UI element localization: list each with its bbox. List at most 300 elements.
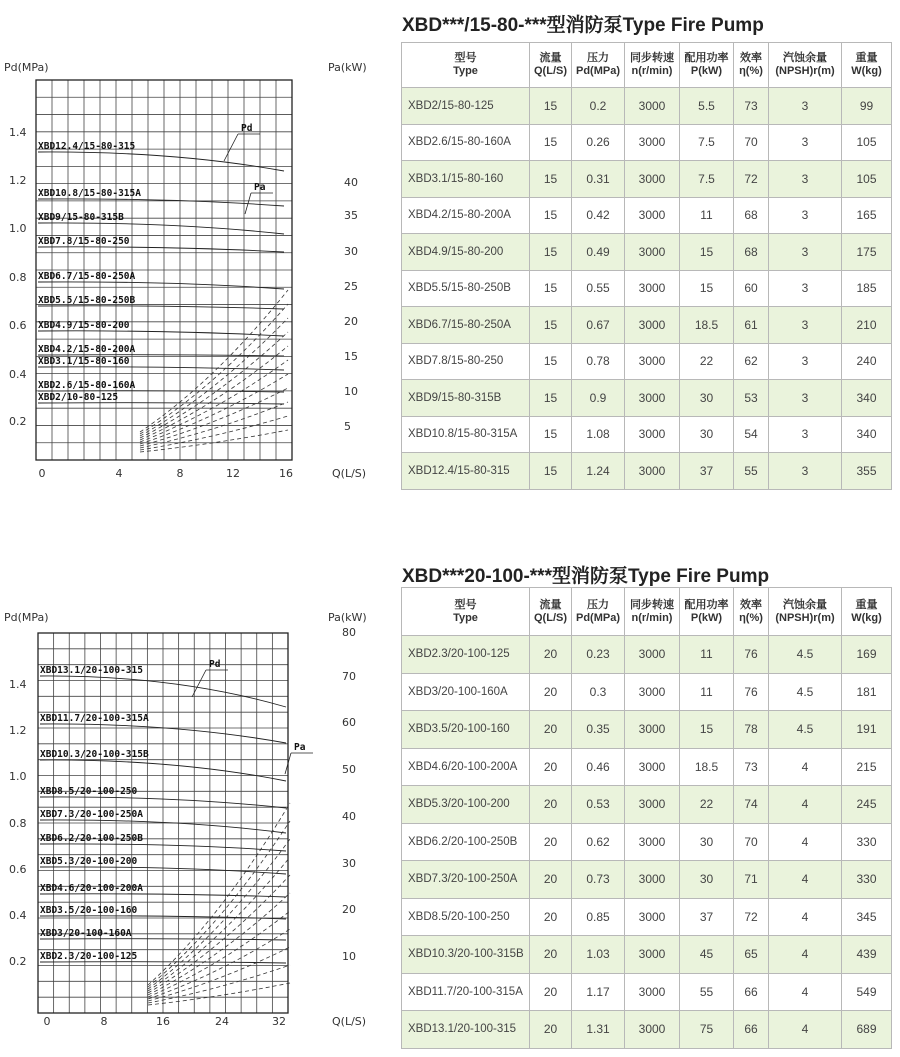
y-tick-label: 1.4: [9, 126, 27, 139]
curve-label: XBD10.3/20-100-315B: [40, 749, 149, 760]
table-row: [402, 307, 892, 344]
table-cell: 68: [734, 234, 769, 271]
table-cell: XBD2.6/15-80-160A: [402, 124, 530, 161]
curve-label: XBD3.5/20-100-160: [40, 905, 138, 916]
table-cell: 53: [734, 380, 769, 417]
pd-curve: [38, 331, 284, 336]
y-tick-label: 0.4: [9, 368, 27, 381]
pd-tag-label: Pd: [241, 123, 253, 134]
table-cell: XBD2/15-80-125: [402, 88, 530, 125]
table-cell: XBD4.6/20-100-200A: [402, 748, 530, 786]
x-tick-label: 24: [215, 1015, 229, 1028]
curve-label: XBD2/10-80-125: [38, 392, 119, 403]
table-cell: 15: [530, 88, 572, 125]
table-cell: 22: [680, 343, 734, 380]
table-row: [402, 823, 892, 861]
table-cell: 68: [734, 197, 769, 234]
table-cell: 181: [842, 673, 892, 711]
table-cell: 73: [734, 88, 769, 125]
table-cell: 30: [680, 861, 734, 899]
y-tick-label: 1.4: [9, 678, 27, 691]
table-cell: 99: [842, 88, 892, 125]
table-cell: 3: [769, 380, 842, 417]
table-cell: 191: [842, 711, 892, 749]
y-tick-label: 0.2: [9, 955, 27, 968]
curve-label: XBD8.5/20-100-250: [40, 786, 138, 797]
spec-table-20-100: [401, 587, 892, 1049]
y-tick-label: 1.0: [9, 770, 27, 783]
table-cell: 20: [530, 973, 572, 1011]
pd-curve: [38, 306, 284, 309]
table-cell: 0.42: [572, 197, 625, 234]
table-cell: 3000: [625, 124, 680, 161]
table-cell: 70: [734, 823, 769, 861]
table-cell: 5.5: [680, 88, 734, 125]
table-cell: 4: [769, 936, 842, 974]
table-cell: 330: [842, 861, 892, 899]
y2-tick-label: 40: [342, 810, 356, 823]
table-cell: XBD6.2/20-100-250B: [402, 823, 530, 861]
column-header: 压力 Pd(MPa): [572, 43, 625, 88]
table-cell: 3000: [625, 197, 680, 234]
table-cell: 76: [734, 636, 769, 674]
pd-curve: [38, 282, 284, 289]
table-cell: 0.2: [572, 88, 625, 125]
table-cell: 3000: [625, 88, 680, 125]
table-cell: 3: [769, 307, 842, 344]
pa-tag-label: Pa: [294, 742, 306, 753]
pd-tag: [224, 123, 260, 161]
table-cell: 7.5: [680, 161, 734, 198]
table-row: [402, 711, 892, 749]
pd-curve: [38, 247, 284, 252]
table-cell: 4: [769, 823, 842, 861]
table-cell: 0.3: [572, 673, 625, 711]
table-cell: 0.55: [572, 270, 625, 307]
table-cell: 20: [530, 898, 572, 936]
table-cell: XBD3/20-100-160A: [402, 673, 530, 711]
table-cell: 0.23: [572, 636, 625, 674]
chart-20-100: [0, 605, 380, 1055]
table-cell: 20: [530, 936, 572, 974]
table-row: [402, 636, 892, 674]
table-cell: XBD2.3/20-100-125: [402, 636, 530, 674]
y2-tick-label: 15: [344, 350, 358, 363]
curve-label: XBD5.3/20-100-200: [40, 856, 138, 867]
table-row: [402, 861, 892, 899]
table-cell: 0.49: [572, 234, 625, 271]
chart-15-80: [0, 50, 380, 540]
y2-tick-label: 80: [342, 626, 356, 639]
table-cell: 1.03: [572, 936, 625, 974]
column-header: 重量 W(kg): [842, 588, 892, 636]
table-cell: 3000: [625, 711, 680, 749]
table-cell: 3000: [625, 673, 680, 711]
table-cell: 3000: [625, 161, 680, 198]
column-header: 型号 Type: [402, 588, 530, 636]
table-cell: 11: [680, 636, 734, 674]
table-cell: 3000: [625, 973, 680, 1011]
table-cell: 4: [769, 1011, 842, 1049]
table-cell: 20: [530, 748, 572, 786]
table-cell: 0.46: [572, 748, 625, 786]
table-cell: 0.67: [572, 307, 625, 344]
table-cell: 3000: [625, 343, 680, 380]
y-tick-label: 1.0: [9, 222, 27, 235]
curve-label: XBD4.2/15-80-200A: [38, 344, 136, 355]
y2-tick-label: 30: [342, 857, 356, 870]
curve-label: XBD3/20-100-160A: [40, 928, 132, 939]
curve-label: XBD2.6/15-80-160A: [38, 380, 136, 391]
table-cell: 15: [530, 343, 572, 380]
table-cell: 15: [530, 234, 572, 271]
pd-curve: [38, 223, 284, 234]
table-cell: 75: [680, 1011, 734, 1049]
table-row: [402, 1011, 892, 1049]
table-cell: 3000: [625, 861, 680, 899]
table-cell: 3000: [625, 270, 680, 307]
table-cell: 3: [769, 124, 842, 161]
table-cell: 30: [680, 823, 734, 861]
table-cell: 330: [842, 823, 892, 861]
x-tick-label: 0: [43, 1015, 51, 1028]
table-cell: 0.31: [572, 161, 625, 198]
pd-curve: [38, 199, 284, 206]
table-row: [402, 973, 892, 1011]
table-cell: 4.5: [769, 636, 842, 674]
table-cell: 15: [530, 307, 572, 344]
table-cell: 3: [769, 197, 842, 234]
table-cell: 30: [680, 416, 734, 453]
table-cell: 45: [680, 936, 734, 974]
table-cell: 7.5: [680, 124, 734, 161]
y2-tick-label: 10: [344, 385, 358, 398]
y2-tick-label: 20: [342, 903, 356, 916]
table-cell: 3000: [625, 898, 680, 936]
table-cell: 340: [842, 380, 892, 417]
table-cell: 70: [734, 124, 769, 161]
table-cell: 4: [769, 861, 842, 899]
table-row: [402, 88, 892, 125]
pd-curve: [38, 152, 284, 171]
table-cell: 11: [680, 673, 734, 711]
table-cell: XBD5.3/20-100-200: [402, 786, 530, 824]
y2-tick-label: 20: [344, 315, 358, 328]
column-header: 重量 W(kg): [842, 43, 892, 88]
y-tick-label: 0.6: [9, 863, 27, 876]
pa-tag: [285, 742, 313, 774]
table-cell: XBD5.5/15-80-250B: [402, 270, 530, 307]
table-cell: 18.5: [680, 748, 734, 786]
table-header-row: [402, 43, 892, 88]
table-cell: 61: [734, 307, 769, 344]
table-cell: 3: [769, 270, 842, 307]
table-cell: 71: [734, 861, 769, 899]
curve-label: XBD13.1/20-100-315: [40, 665, 143, 676]
pa-curves: [148, 803, 290, 1005]
table-cell: 18.5: [680, 307, 734, 344]
table-cell: 20: [530, 711, 572, 749]
pa-curve: [140, 430, 288, 452]
curve-label: XBD11.7/20-100-315A: [40, 713, 149, 724]
table-cell: 3: [769, 234, 842, 271]
table-cell: 1.08: [572, 416, 625, 453]
pa-curve: [140, 290, 288, 432]
table-cell: 20: [530, 636, 572, 674]
column-header: 同步转速 n(r/min): [625, 43, 680, 88]
pa-curve: [140, 402, 288, 448]
table-cell: 0.9: [572, 380, 625, 417]
y-tick-label: 0.6: [9, 319, 27, 332]
table-cell: 185: [842, 270, 892, 307]
table-cell: 3000: [625, 786, 680, 824]
y-tick-label: 0.4: [9, 909, 27, 922]
table-cell: 20: [530, 861, 572, 899]
table-cell: 165: [842, 197, 892, 234]
table-row: [402, 453, 892, 490]
table-cell: 15: [680, 234, 734, 271]
table-cell: XBD11.7/20-100-315A: [402, 973, 530, 1011]
column-header: 汽蚀余量 (NPSH)r(m): [769, 588, 842, 636]
table-row: [402, 343, 892, 380]
table-cell: 3000: [625, 936, 680, 974]
table-cell: 3: [769, 453, 842, 490]
column-header: 流量 Q(L/S): [530, 43, 572, 88]
table-cell: 15: [680, 711, 734, 749]
table-cell: XBD7.3/20-100-250A: [402, 861, 530, 899]
table-cell: 20: [530, 786, 572, 824]
table-cell: 3: [769, 88, 842, 125]
table-cell: 1.31: [572, 1011, 625, 1049]
curve-label: XBD3.1/15-80-160: [38, 356, 130, 367]
pa-curve: [148, 893, 290, 995]
x-tick-label: 16: [156, 1015, 170, 1028]
table-cell: 37: [680, 898, 734, 936]
table-cell: 105: [842, 161, 892, 198]
table-row: [402, 936, 892, 974]
table-cell: XBD12.4/15-80-315: [402, 453, 530, 490]
table-cell: 74: [734, 786, 769, 824]
y2-tick-label: 35: [344, 209, 358, 222]
y-tick-label: 0.8: [9, 817, 27, 830]
table-cell: 22: [680, 786, 734, 824]
table-cell: 11: [680, 197, 734, 234]
table-cell: 175: [842, 234, 892, 271]
table-row: [402, 748, 892, 786]
table-cell: 73: [734, 748, 769, 786]
table-cell: 60: [734, 270, 769, 307]
table-row: [402, 673, 892, 711]
table-cell: XBD4.9/15-80-200: [402, 234, 530, 271]
table-cell: 1.17: [572, 973, 625, 1011]
table-cell: 62: [734, 343, 769, 380]
y2-tick-label: 5: [344, 420, 351, 433]
y-tick-label: 1.2: [9, 724, 27, 737]
x-tick-label: 0: [38, 467, 46, 480]
table-cell: 4.5: [769, 673, 842, 711]
column-header: 型号 Type: [402, 43, 530, 88]
curve-label: XBD5.5/15-80-250B: [38, 295, 136, 306]
column-header: 配用功率 P(kW): [680, 43, 734, 88]
table-row: [402, 380, 892, 417]
y2-tick-label: 70: [342, 670, 356, 683]
x-tick-label: 16: [279, 467, 293, 480]
table-cell: 4: [769, 748, 842, 786]
table-cell: 0.78: [572, 343, 625, 380]
curve-label: XBD6.2/20-100-250B: [40, 833, 143, 844]
pa-curve: [140, 388, 288, 446]
spec-table-15-80: [401, 42, 892, 490]
y-axis-label: Pd(MPa): [4, 61, 49, 74]
table-cell: 15: [530, 124, 572, 161]
column-header: 流量 Q(L/S): [530, 588, 572, 636]
section1-title: XBD***/15-80-***型消防泵Type Fire Pump: [402, 15, 764, 36]
table-cell: 0.35: [572, 711, 625, 749]
table-cell: 340: [842, 416, 892, 453]
table-cell: XBD6.7/15-80-250A: [402, 307, 530, 344]
table-cell: 439: [842, 936, 892, 974]
y-tick-label: 0.8: [9, 271, 27, 284]
table-cell: 0.53: [572, 786, 625, 824]
table-row: [402, 161, 892, 198]
x-axis-label: Q(L/S): [332, 467, 367, 480]
table-cell: XBD7.8/15-80-250: [402, 343, 530, 380]
table-cell: 15: [530, 270, 572, 307]
pa-tag-label: Pa: [254, 182, 266, 193]
y-axis-label: Pd(MPa): [4, 611, 49, 624]
table-cell: 549: [842, 973, 892, 1011]
table-cell: 20: [530, 1011, 572, 1049]
column-header: 压力 Pd(MPa): [572, 588, 625, 636]
pd-leader: [224, 134, 238, 161]
table-cell: 15: [530, 161, 572, 198]
y2-axis-label: Pa(kW): [328, 61, 367, 74]
table-cell: 30: [680, 380, 734, 417]
table-cell: 4: [769, 786, 842, 824]
pa-curve: [148, 983, 290, 1005]
table-cell: 78: [734, 711, 769, 749]
table-cell: 72: [734, 161, 769, 198]
x-tick-label: 12: [226, 467, 240, 480]
table-row: [402, 898, 892, 936]
column-header: 效率 η(%): [734, 43, 769, 88]
table-cell: 0.73: [572, 861, 625, 899]
table-cell: 15: [530, 197, 572, 234]
table-row: [402, 270, 892, 307]
table-cell: 4: [769, 898, 842, 936]
table-row: [402, 197, 892, 234]
curve-label: XBD7.8/15-80-250: [38, 236, 130, 247]
table-cell: XBD9/15-80-315B: [402, 380, 530, 417]
table-cell: 345: [842, 898, 892, 936]
curve-label: XBD6.7/15-80-250A: [38, 271, 136, 282]
table-cell: 20: [530, 673, 572, 711]
table-cell: 169: [842, 636, 892, 674]
table-cell: 54: [734, 416, 769, 453]
x-tick-label: 8: [176, 467, 184, 480]
table-cell: 1.24: [572, 453, 625, 490]
table-cell: 15: [530, 380, 572, 417]
table-cell: 689: [842, 1011, 892, 1049]
curve-label: XBD12.4/15-80-315: [38, 141, 136, 152]
table-cell: 3000: [625, 234, 680, 271]
table-cell: XBD10.3/20-100-315B: [402, 936, 530, 974]
x-tick-label: 4: [115, 467, 123, 480]
column-header: 配用功率 P(kW): [680, 588, 734, 636]
y2-tick-label: 40: [344, 176, 358, 189]
y2-tick-label: 50: [342, 763, 356, 776]
table-cell: 20: [530, 823, 572, 861]
table-cell: 3: [769, 343, 842, 380]
table-cell: 3: [769, 161, 842, 198]
section2-title: XBD***20-100-***型消防泵Type Fire Pump: [402, 566, 770, 587]
table-cell: XBD3.1/15-80-160: [402, 161, 530, 198]
curve-label: XBD10.8/15-80-315A: [38, 188, 141, 199]
pa-curve: [148, 857, 290, 991]
pa-curves: [140, 290, 288, 452]
table-cell: 66: [734, 973, 769, 1011]
table-cell: 55: [734, 453, 769, 490]
table-cell: 3000: [625, 823, 680, 861]
table-cell: 66: [734, 1011, 769, 1049]
table-cell: XBD3.5/20-100-160: [402, 711, 530, 749]
table-cell: 3000: [625, 1011, 680, 1049]
column-header: 效率 η(%): [734, 588, 769, 636]
curve-label: XBD9/15-80-315B: [38, 212, 124, 223]
y2-tick-label: 10: [342, 950, 356, 963]
table-cell: 15: [680, 270, 734, 307]
y2-tick-label: 25: [344, 280, 358, 293]
x-axis-label: Q(L/S): [332, 1015, 367, 1028]
table-cell: 105: [842, 124, 892, 161]
pa-curve: [148, 911, 290, 997]
table-cell: XBD13.1/20-100-315: [402, 1011, 530, 1049]
pa-curve: [148, 947, 290, 1001]
curve-label: XBD7.3/20-100-250A: [40, 809, 143, 820]
pa-tag: [245, 182, 273, 214]
table-row: [402, 124, 892, 161]
pa-curve: [140, 318, 288, 436]
table-cell: 72: [734, 898, 769, 936]
y2-tick-label: 30: [344, 245, 358, 258]
column-header: 汽蚀余量 (NPSH)r(m): [769, 43, 842, 88]
table-cell: XBD4.2/15-80-200A: [402, 197, 530, 234]
table-cell: 3000: [625, 748, 680, 786]
table-row: [402, 234, 892, 271]
table-cell: 0.26: [572, 124, 625, 161]
table-cell: 245: [842, 786, 892, 824]
table-cell: 215: [842, 748, 892, 786]
table-cell: 0.85: [572, 898, 625, 936]
pd-tag-label: Pd: [209, 659, 221, 670]
table-cell: 4.5: [769, 711, 842, 749]
table-cell: 37: [680, 453, 734, 490]
table-cell: 3000: [625, 636, 680, 674]
x-tick-label: 32: [272, 1015, 286, 1028]
table-cell: 3: [769, 416, 842, 453]
table-cell: 55: [680, 973, 734, 1011]
y2-tick-label: 60: [342, 716, 356, 729]
pa-curve: [140, 374, 288, 444]
table-cell: 3000: [625, 416, 680, 453]
pa-curve: [148, 839, 290, 989]
table-cell: 0.62: [572, 823, 625, 861]
y2-axis-label: Pa(kW): [328, 611, 367, 624]
table-cell: 4: [769, 973, 842, 1011]
curve-label: XBD4.9/15-80-200: [38, 320, 130, 331]
y-tick-label: 1.2: [9, 174, 27, 187]
table-cell: 3000: [625, 453, 680, 490]
